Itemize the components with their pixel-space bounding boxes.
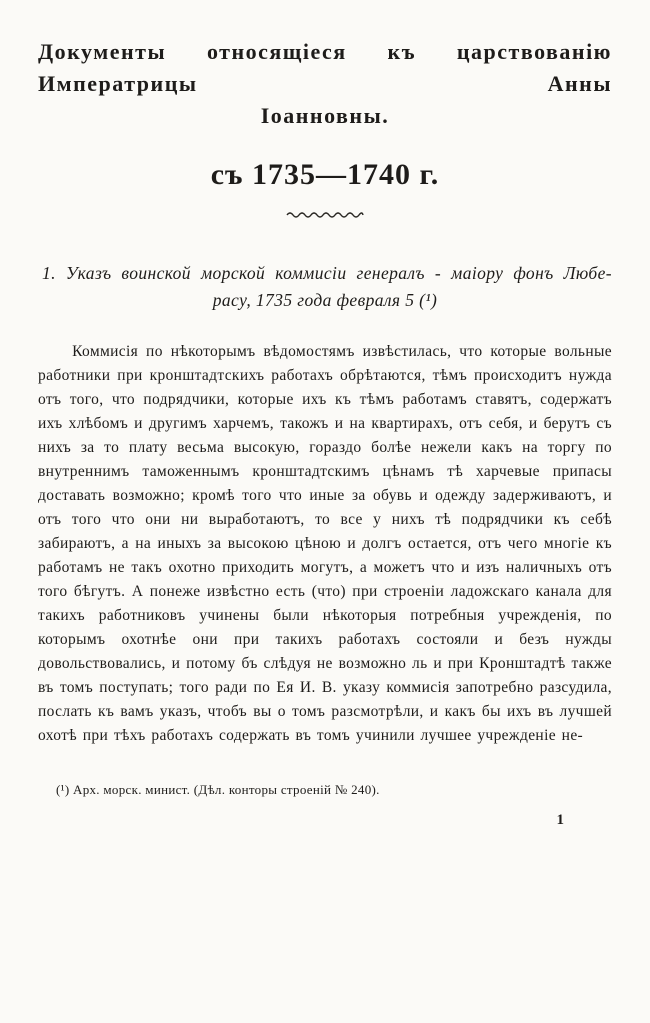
page-number: 1 [556, 812, 564, 828]
footnote: (¹) Арх. морск. минист. (Дѣл. конторы строеній № 240). [56, 782, 380, 797]
section-heading [38, 260, 612, 314]
date-range-subtitle: съ 1735—1740 г. [210, 158, 440, 191]
squiggle-divider [286, 210, 364, 220]
section-heading-line2: расу, 1735 года февраля 5 (¹) [212, 290, 438, 310]
section-heading-line1: 1. Указъ воинской морской коммисіи генералъ - маіору фонъ Любе- [42, 263, 612, 283]
document-title [38, 36, 612, 132]
page-content [38, 0, 612, 829]
body-paragraph: Коммисія по нѣкоторымъ вѣдомостямъ извѣстилась, что которые вольные работники при кронштадтскихъ работахъ обрѣтаются, тѣмъ происходитъ нужда отъ того, что подрядчики, которые ихъ къ тѣмъ работамъ ставятъ, содержатъ ихъ хлѣбомъ и другимъ харчемъ, такожъ и на квартирахъ, отъ себя, и берутъ съ нихъ за то плату весьма высокую, гораздо болѣе нежели какъ на торгу по внутреннимъ таможеннымъ кронштадтскимъ цѣнамъ тѣ харчевые припасы доставать возможно; кромѣ того что иные за обувь и одежду задерживаютъ, и отъ того что они ни выработаютъ, то все у нихъ тѣ подрядчики къ себѣ забираютъ, а на иныхъ за высокою цѣною и долгъ остается, отъ чего многіе къ работамъ не такъ охотно приходить могутъ, а можетъ что и изъ наличныхъ отъ того бѣгутъ. А понеже извѣстно есть (что) при строеніи ладожскаго канала для такихъ работниковъ учинены были нѣкоторыя потребныя учрежденія, по которымъ охотнѣе они при такихъ работахъ состояли и безъ нужды довольствовались, и потому бъ слѣдуя не возможно ль и при Кронштадтѣ также въ томъ поступать; того ради по Ея И. В. указу коммисія запотребно разсудила, послать къ вамъ указъ, чтобъ вы о томъ разсмотрѣли, и какъ бы ихъ въ лучшей охотѣ при тѣхъ работахъ содержать въ томъ учинили лучшее учрежденіе не- [38, 343, 612, 744]
document-title-line1: Документы относящіеся къ царствованію Императрицы Анны [38, 39, 612, 96]
document-title-line2: Іоанновны. [260, 103, 390, 128]
